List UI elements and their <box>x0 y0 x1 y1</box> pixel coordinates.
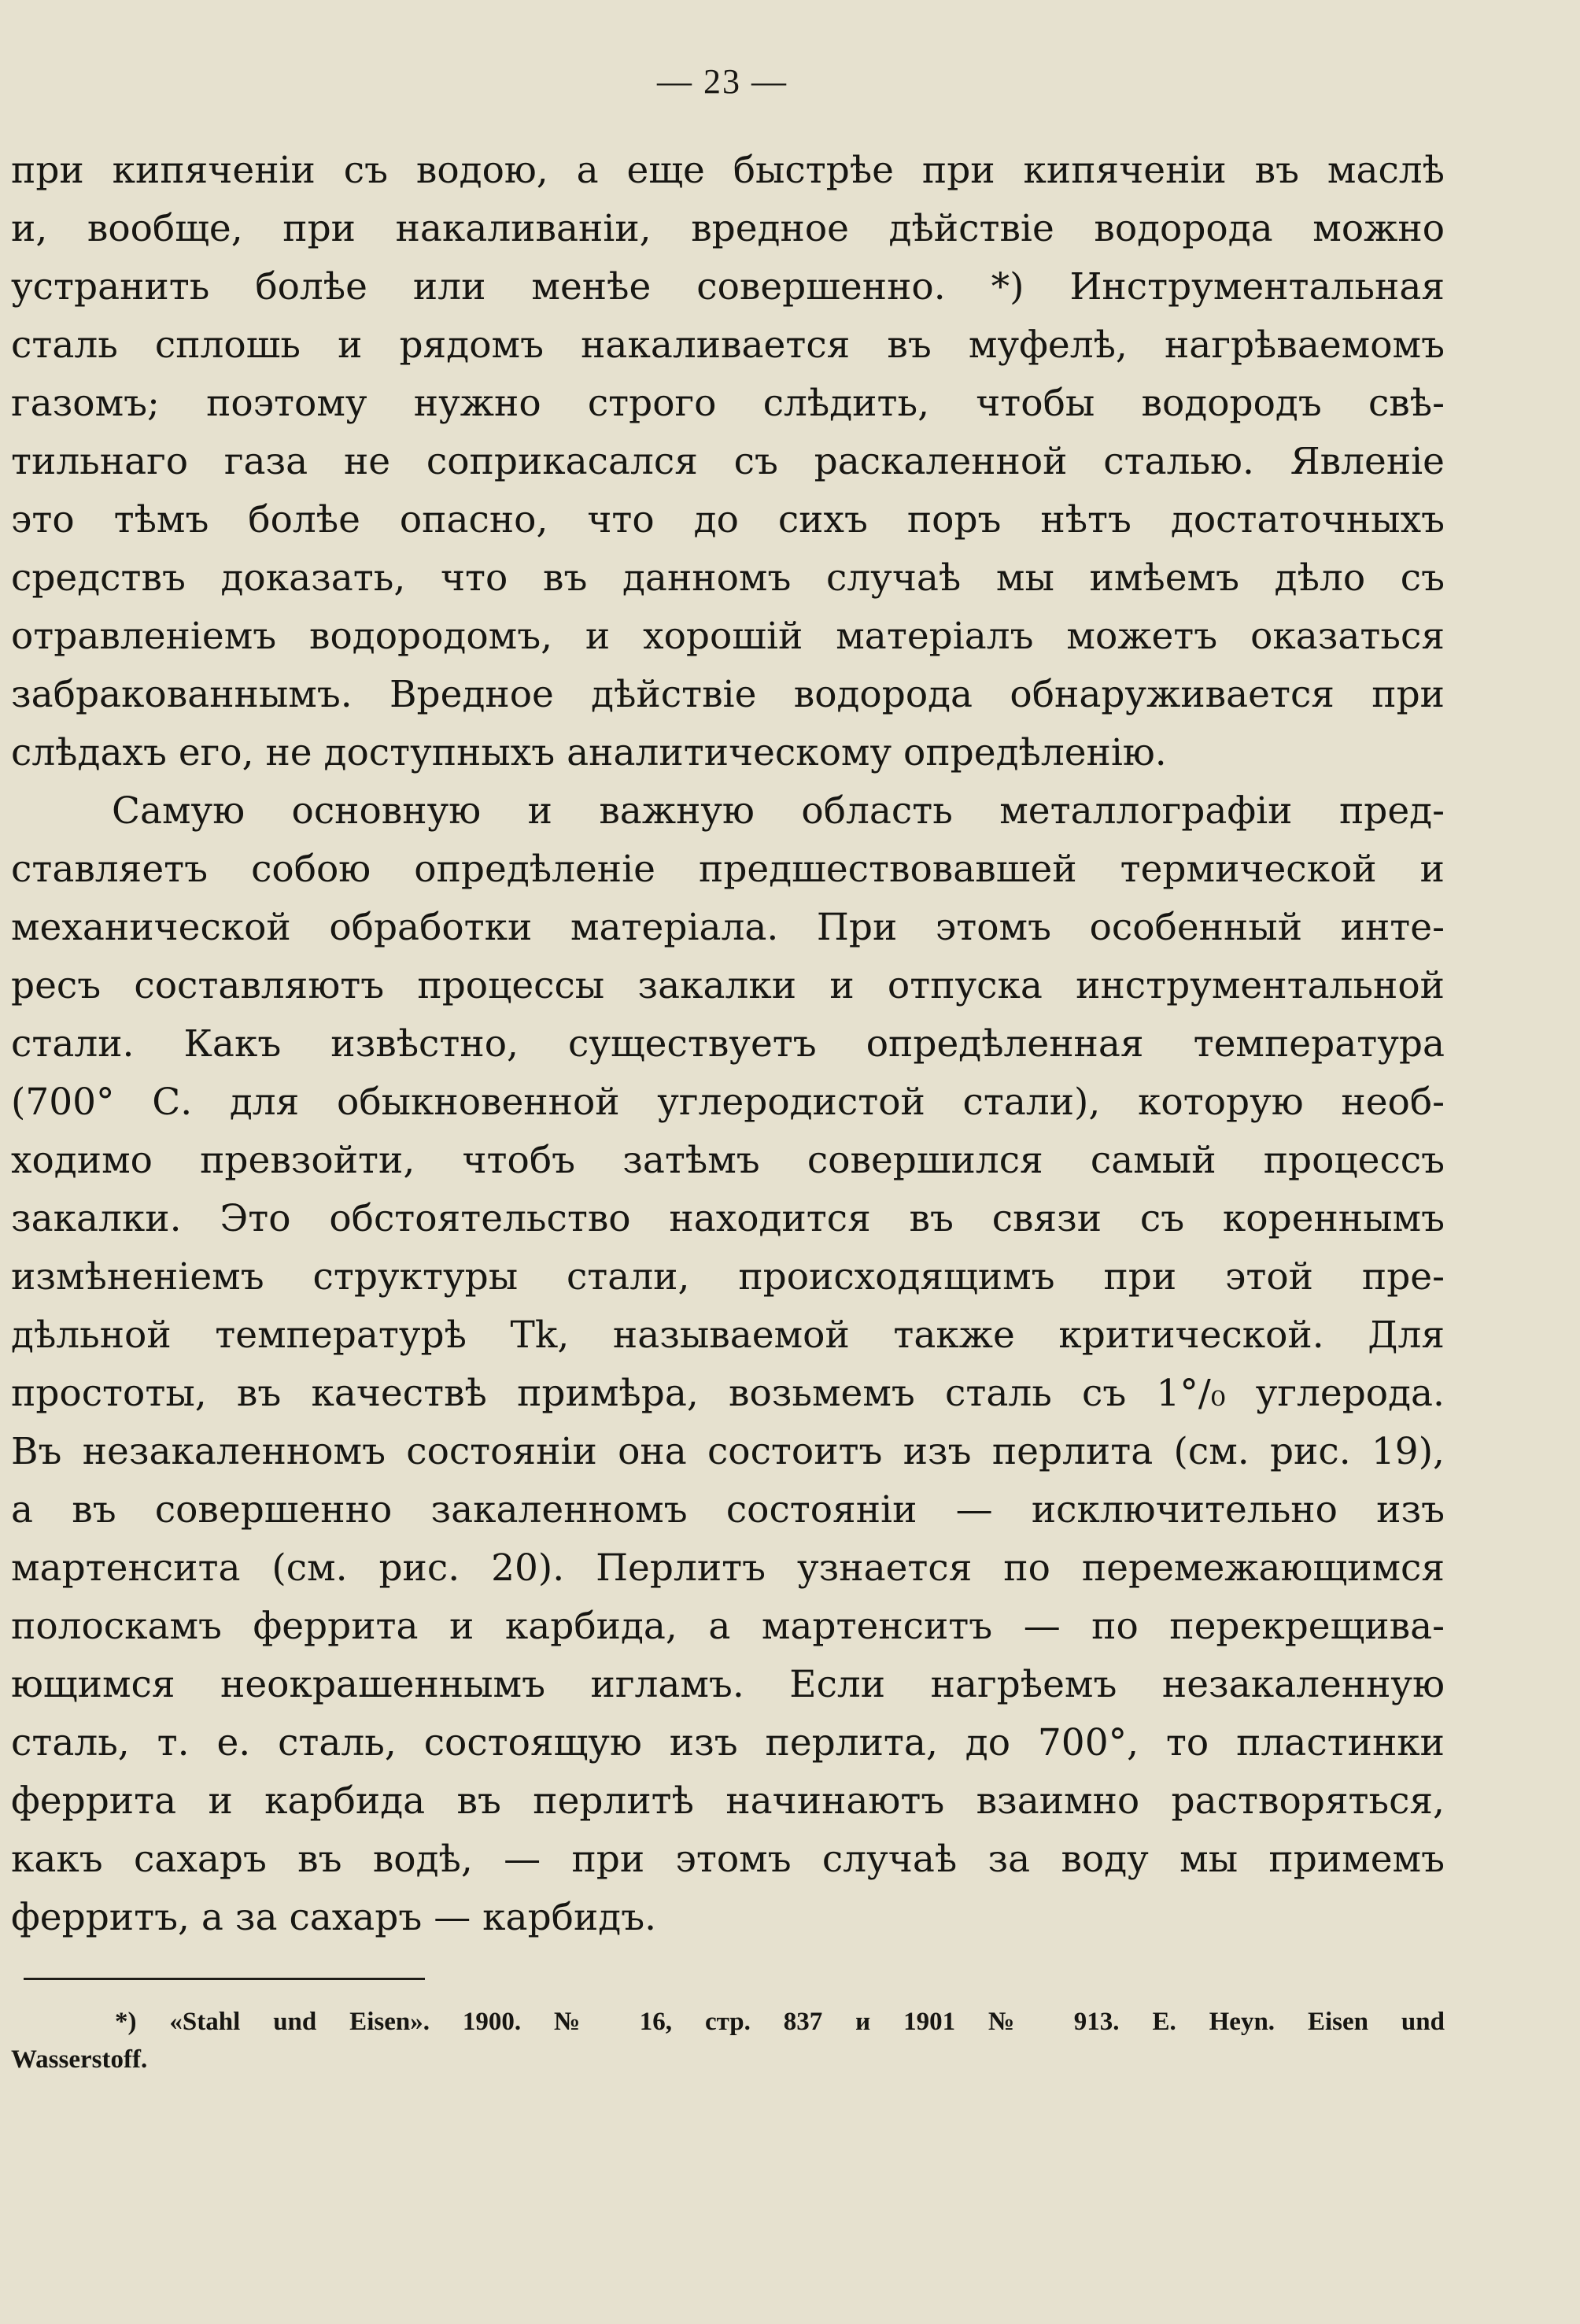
text-line: механической обработки матеріала. При этомъ особенный инте- <box>11 906 1445 949</box>
paragraph-1 <box>11 142 1445 782</box>
text-line: это тѣмъ болѣе опасно, что до сихъ поръ нѣтъ достаточныхъ <box>11 498 1445 541</box>
text-line: средствъ доказать, что въ данномъ случаѣ мы имѣемъ дѣло съ <box>11 556 1445 600</box>
text-line: (700° С. для обыкновенной углеродистой стали), которую необ- <box>11 1081 1445 1124</box>
text-line: газомъ; поэтому нужно строго слѣдить, чтобы водородъ свѣ- <box>11 382 1445 425</box>
footnote-line: *) «Stahl und Eisen». 1900. № 16, стр. 837 и 1901 № 913. E. Heyn. Eisen und <box>115 2008 1445 2036</box>
text-line: какъ сахаръ въ водѣ, — при этомъ случаѣ за воду мы примемъ <box>11 1838 1445 1881</box>
text-line: мартенсита (см. рис. 20). Перлитъ узнается по перемежающимся <box>11 1546 1445 1590</box>
text-line: ющимся неокрашеннымъ игламъ. Если нагрѣемъ незакаленную <box>11 1663 1445 1706</box>
text-line: отравленіемъ водородомъ, и хорошій матеріалъ можетъ оказаться <box>11 615 1445 658</box>
page-number: — 23 — <box>657 62 788 101</box>
text-line: а въ совершенно закаленномъ состояніи — исключительно изъ <box>11 1488 1445 1531</box>
text-line: ферритъ, а за сахаръ — карбидъ. <box>11 1896 657 1939</box>
text-line: простоты, въ качествѣ примѣра, возьмемъ сталь съ 1°/₀ углерода. <box>11 1372 1445 1415</box>
text-line: при кипяченіи съ водою, а еще быстрѣе при кипяченіи въ маслѣ <box>11 149 1445 192</box>
text-line: закалки. Это обстоятельство находится въ связи съ кореннымъ <box>11 1197 1445 1240</box>
text-line: сталь, т. е. сталь, состоящую изъ перлита, до 700°, то пластинки <box>11 1721 1445 1764</box>
text-line: слѣдахъ его, не доступныхъ аналитическому опредѣленію. <box>11 731 1167 774</box>
text-line: и, вообще, при накаливаніи, вредное дѣйствіе водорода можно <box>11 207 1445 250</box>
paragraph-2 <box>11 782 1445 1947</box>
text-line: полоскамъ феррита и карбида, а мартенситъ — по перекрещива- <box>11 1605 1445 1648</box>
text-line: ресъ составляютъ процессы закалки и отпуска инструментальной <box>11 964 1445 1007</box>
text-line: устранить болѣе или менѣе совершенно. *) Инструментальная <box>11 265 1445 309</box>
text-line: феррита и карбида въ перлитѣ начинаютъ взаимно растворяться, <box>11 1779 1445 1823</box>
text-line: тильнаго газа не соприкасался съ раскаленной сталью. Явленіе <box>11 440 1445 483</box>
text-line: забракованнымъ. Вредное дѣйствіе водорода обнаруживается при <box>11 673 1445 716</box>
text-line: стали. Какъ извѣстно, существуетъ опредѣленная температура <box>11 1022 1445 1066</box>
text-line: дѣльной температурѣ Tk, называемой также критической. Для <box>11 1313 1445 1357</box>
text-line: Въ незакаленномъ состояніи она состоитъ изъ перлита (см. рис. 19), <box>11 1430 1445 1473</box>
text-line: Самую основную и важную область металлографіи пред- <box>112 789 1445 833</box>
text-line: ставляетъ собою опредѣленіе предшествовавшей термической и <box>11 848 1445 891</box>
text-line: ходимо превзойти, чтобъ затѣмъ совершился самый процессъ <box>11 1139 1445 1182</box>
footnote-line: Wasserstoff. <box>11 2045 148 2074</box>
footnote-divider <box>24 1978 425 1980</box>
text-line: измѣненіемъ структуры стали, происходящимъ при этой пре- <box>11 1255 1445 1299</box>
footnote <box>11 2003 1445 2078</box>
body-text <box>11 142 1445 1947</box>
text-line: сталь сплошь и рядомъ накаливается въ муфелѣ, нагрѣваемомъ <box>11 323 1445 367</box>
